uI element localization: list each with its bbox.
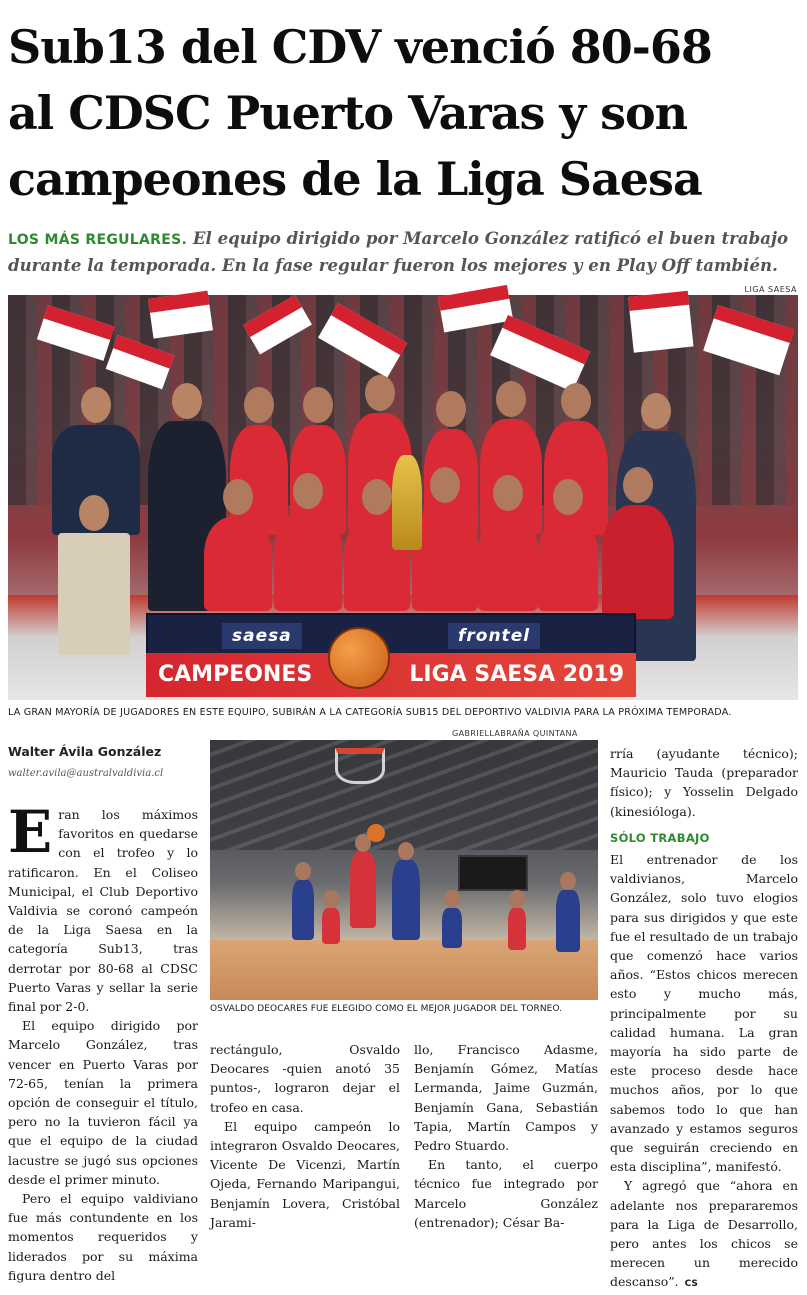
- article-paragraph: El equipo dirigido por Marcelo González, tras vencer en Puerto Varas por 72-65, tenían la primera opción de conseguir el título, pero no la tuvieron fácil ya que el equipo de la ciudad lacustre se jugó sus opciones desde el primer minuto.: [8, 1018, 198, 1187]
- game-court: [210, 940, 598, 1000]
- flag: [628, 291, 694, 353]
- arena-roof: [210, 740, 598, 850]
- article-column-3: [414, 1040, 598, 1232]
- player-figure: [292, 880, 314, 940]
- author-email: walter.avila@australvaldivia.cl: [8, 768, 164, 779]
- player-figure: [204, 517, 272, 611]
- player-figure: [478, 513, 538, 611]
- banner-league: LIGA SAESA 2019: [409, 662, 624, 687]
- article-column-1: [8, 798, 198, 1285]
- article-paragraph: El equipo campeón lo integraron Osvaldo Deocares, Vicente De Vicenzi, Martín Ojeda, Fernando Maripangui, Benjamín Lovera, Cristóbal Jarami-: [210, 1118, 400, 1230]
- player-figure: [442, 908, 462, 948]
- drop-cap: E: [8, 798, 53, 866]
- champions-banner: [146, 653, 636, 697]
- scoreboard: [458, 855, 528, 891]
- photo-credit-2: GABRIELLABRAÑA QUINTANA: [452, 729, 578, 738]
- player-figure: [274, 511, 342, 611]
- article-column-2: [210, 1040, 400, 1232]
- lead-kicker: LOS MÁS REGULARES.: [8, 232, 188, 248]
- player-figure: [556, 890, 580, 952]
- banner-champions: CAMPEONES: [158, 662, 313, 687]
- basketball-icon: [367, 824, 385, 842]
- player-figure: [538, 517, 598, 611]
- subhead: SÓLO TRABAJO: [610, 830, 710, 845]
- article-paragraph: rectángulo, Osvaldo Deocares -quien anotó 35 puntos-, lograron dejar el trofeo en casa.: [210, 1042, 400, 1115]
- game-photo: [210, 740, 598, 1000]
- headline-line-3: campeones de la Liga Saesa: [8, 152, 702, 206]
- article-paragraph: En tanto, el cuerpo técnico fue integrado por Marcelo González (entrenador); César Ba-: [414, 1157, 598, 1230]
- headline-line-1: Sub13 del CDV venció 80-68: [8, 20, 712, 74]
- main-photo-caption: LA GRAN MAYORÍA DE JUGADORES EN ESTE EQUIPO, SUBIRÁN A LA CATEGORÍA SUB15 DEL DEPORTIVO VALDIVIA PARA LA PRÓXIMA TEMPORADA.: [8, 707, 732, 718]
- basketball-icon: [328, 627, 390, 689]
- trophy-icon: [392, 455, 422, 550]
- flag: [148, 291, 213, 339]
- headline-line-2: al CDSC Puerto Varas y son: [8, 86, 688, 140]
- author-name: Walter Ávila González: [8, 744, 162, 759]
- article-column-4: [610, 744, 798, 1295]
- player-figure: [322, 908, 340, 944]
- article-paragraph: Pero el equipo valdiviano fue más contundente en los momentos requeridos y liderados por su máxima figura dentro del: [8, 1191, 198, 1283]
- article-paragraph: rría (ayudante técnico); Mauricio Tauda (preparador físico); y Yosselin Delgado (kinesióloga).: [610, 746, 798, 819]
- sponsor-saesa: saesa: [222, 623, 302, 649]
- player-figure: [392, 860, 420, 940]
- article-paragraph: llo, Francisco Adasme, Benjamín Gómez, Matías Lermanda, Jaime Guzmán, Benjamín Gana, Sebastián Tapia, Martín Campos y Pedro Stuardo.: [414, 1042, 598, 1154]
- photo-credit-main: LIGA SAESA: [744, 285, 797, 294]
- player-figure: [508, 908, 526, 950]
- player-figure: [350, 852, 376, 928]
- game-photo-caption: OSVALDO DEOCARES FUE ELEGIDO COMO EL MEJOR JUGADOR DEL TORNEO.: [210, 1004, 563, 1014]
- sponsor-frontel: frontel: [448, 623, 540, 649]
- main-photo: [8, 295, 798, 700]
- basketball-hoop-icon: [335, 748, 385, 784]
- article-paragraph: El entrenador de los valdivianos, Marcelo González, solo tuvo elogios para sus dirigidos y que este fue el resultado de un trabajo que comenzó hace varios años. “Estos chicos merecen esto y mucho más, principalmente por su calidad humana. La gran mayoría ha sido parte de este proceso desde hace muchos años, por lo que sabemos todo lo que han avanzado y estamos seguros que seguirán creciendo en esta disciplina”, manifestó.: [610, 852, 798, 1175]
- sponsor-strip: [146, 613, 636, 655]
- headline: [8, 14, 800, 212]
- lead-paragraph: [8, 226, 800, 278]
- coach-trousers: [58, 533, 130, 655]
- player-figure: [602, 505, 674, 619]
- article-paragraph: Eran los máximos favoritos en quedarse con el trofeo y lo ratificaron. En el Coliseo Municipal, el Club Deportivo Valdivia se coronó campeón de la Liga Saesa en la categoría Sub13, tras derrotar por 80-68 al CDSC Puerto Varas y sellar la serie final por 2-0.: [8, 798, 198, 1015]
- lead-text: El equipo dirigido por Marcelo González ratificó el buen trabajo durante la temporada. En la fase regular fueron los mejores y en Play Off también.: [8, 228, 789, 275]
- author-initials: CS: [684, 1279, 698, 1290]
- article-paragraph: Y agregó que “ahora en adelante nos prepararemos para la Liga de Desarrollo, pero antes los chicos se merecen un merecido descanso”. CS: [610, 1178, 798, 1290]
